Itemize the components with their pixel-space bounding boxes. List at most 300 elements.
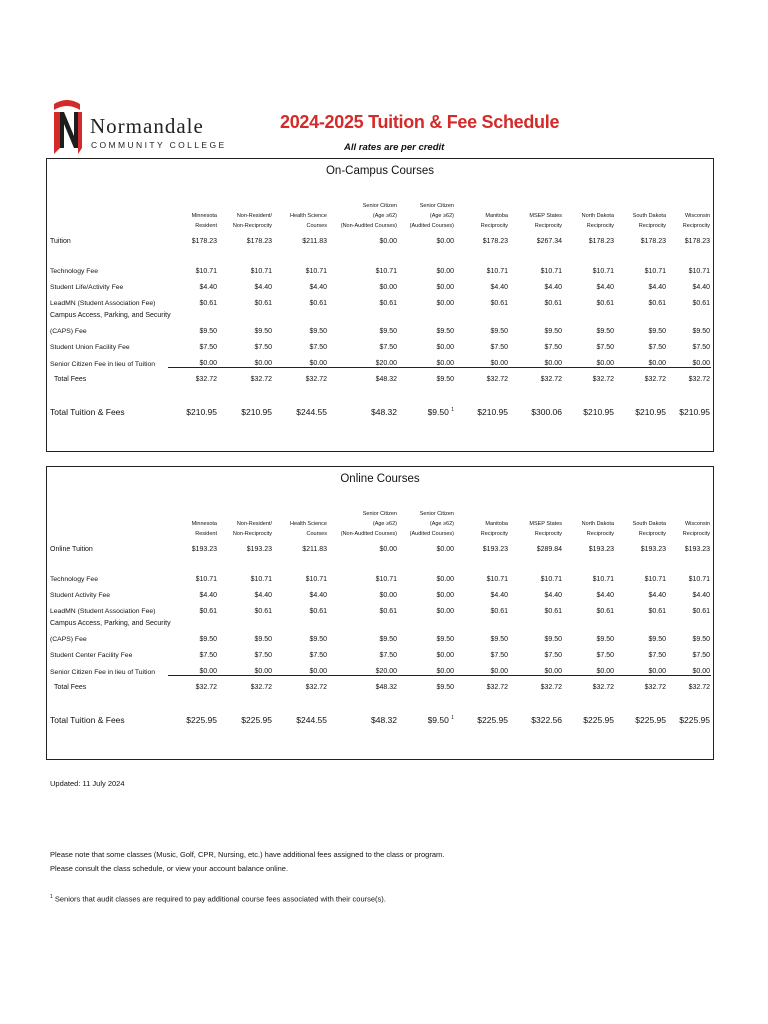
fee-value: $9.50 (254, 328, 272, 335)
fee-value: $0.00 (436, 238, 454, 245)
fee-value: $267.34 (536, 238, 562, 245)
fee-row (50, 599, 711, 615)
column-header-line: Non-Resident/ (236, 213, 272, 219)
fee-value: $178.23 (684, 238, 710, 245)
fee-value: $0.61 (199, 608, 217, 615)
fee-value: $9.50 (490, 328, 508, 335)
fee-value: $7.50 (309, 652, 327, 659)
fee-value: $0.00 (199, 360, 217, 367)
column-header (168, 201, 218, 231)
fee-value: $32.72 (218, 368, 273, 384)
fee-value: $7.50 (309, 344, 327, 351)
fee-value-text: $225.95 (679, 715, 710, 725)
fee-value: $7.50 (254, 344, 272, 351)
fee-value: $0.61 (309, 300, 327, 307)
fee-value-text: $210.95 (186, 407, 217, 417)
fee-value: $7.50 (490, 652, 508, 659)
fee-value: $0.00 (436, 668, 454, 675)
total-fees-row (50, 676, 711, 692)
fee-value (273, 403, 328, 417)
fee-value: $193.23 (684, 546, 710, 553)
row-label: Total Tuition & Fees (50, 715, 125, 725)
fee-value: $0.61 (490, 608, 508, 615)
fee-value: $211.83 (302, 238, 327, 245)
fee-value-text: $9.50 (427, 715, 449, 725)
fee-value: $9.50 (309, 636, 327, 643)
column-header-line: MSEP States (529, 213, 562, 219)
column-header-line: (Age ≥62) (429, 213, 454, 219)
fee-value: $289.84 (536, 546, 562, 553)
column-header-line: Senior Citizen (362, 511, 397, 517)
column-header-line: (Non-Audited Courses) (340, 531, 397, 537)
row-label: Total Fees (54, 684, 87, 691)
fee-value: $7.50 (490, 344, 508, 351)
fee-value: $7.50 (544, 344, 562, 351)
fee-row (50, 659, 711, 676)
fee-value: $0.00 (436, 268, 454, 275)
fee-value: $7.50 (544, 652, 562, 659)
fee-value (218, 403, 273, 417)
fee-value: $4.40 (490, 592, 508, 599)
fee-value-text: $322.56 (531, 715, 562, 725)
column-header (455, 509, 509, 539)
column-header-line: Reciprocity (586, 223, 614, 229)
fee-value: $0.61 (379, 300, 397, 307)
fee-value (398, 711, 455, 725)
fee-value: $32.72 (509, 676, 563, 692)
fee-row (50, 627, 711, 643)
row-label: Senior Citizen Fee in lieu of Tuition (50, 668, 156, 676)
fee-value: $7.50 (379, 652, 397, 659)
fee-value: $20.00 (375, 668, 397, 675)
column-header-line: Manitoba (485, 521, 508, 527)
fee-value: $7.50 (596, 652, 614, 659)
row-label: Student Activity Fee (50, 592, 111, 599)
fee-value: $0.00 (309, 360, 327, 367)
column-header (455, 201, 509, 231)
column-header (509, 201, 563, 231)
fee-value (509, 711, 563, 725)
fee-value: $0.00 (544, 360, 562, 367)
fee-value: $32.72 (218, 676, 273, 692)
fee-value: $9.50 (379, 636, 397, 643)
column-header-line: Reciprocity (682, 531, 710, 537)
footnote-mark: 1 (451, 407, 454, 414)
fee-value (615, 711, 667, 725)
fee-row (50, 335, 711, 351)
row-label: Campus Access, Parking, and Security (50, 620, 171, 627)
fee-row-label-line (50, 307, 711, 319)
column-header-line: South Dakota (632, 521, 666, 527)
column-header-line: Resident (195, 223, 217, 229)
column-header-line: Minnesota (191, 213, 217, 219)
column-header (328, 201, 398, 231)
fee-value: $0.00 (254, 668, 272, 675)
fee-value: $10.71 (305, 268, 327, 275)
row-label: Senior Citizen Fee in lieu of Tuition (50, 360, 156, 368)
fee-value: $0.00 (254, 360, 272, 367)
fee-value: $4.40 (199, 284, 217, 291)
fee-value: $4.40 (309, 284, 327, 291)
fee-value: $9.50 (398, 676, 455, 692)
fee-value: $178.23 (482, 238, 508, 245)
fee-value: $0.61 (692, 300, 710, 307)
fee-value-text: $244.55 (296, 715, 327, 725)
fee-value: $9.50 (436, 328, 454, 335)
fee-value: $0.00 (436, 284, 454, 291)
fee-value: $4.40 (692, 284, 710, 291)
fee-value: $9.50 (596, 328, 614, 335)
column-header-line: (Age ≥62) (372, 213, 397, 219)
column-header (667, 201, 711, 231)
column-header-line: Courses (306, 223, 327, 229)
column-header (398, 509, 455, 539)
fee-value: $9.50 (648, 328, 666, 335)
column-header-line: South Dakota (632, 213, 666, 219)
fee-value: $193.23 (482, 546, 508, 553)
row-label: Technology Fee (50, 576, 98, 583)
fee-value-text: $225.95 (635, 715, 666, 725)
fee-value: $10.71 (644, 576, 666, 583)
fee-value-text: $300.06 (531, 407, 562, 417)
fee-value: $10.71 (195, 268, 217, 275)
fee-value-text: $210.95 (241, 407, 272, 417)
fee-value (615, 403, 667, 417)
fee-value: $4.40 (596, 592, 614, 599)
footnote-mark: 1 (451, 715, 454, 722)
column-header (398, 201, 455, 231)
fee-value: $7.50 (199, 652, 217, 659)
fee-value: $178.23 (246, 238, 272, 245)
fee-value (455, 711, 509, 725)
fee-value: $0.00 (436, 608, 454, 615)
fee-value: $32.72 (168, 368, 218, 384)
fee-value: $0.00 (436, 592, 454, 599)
fee-value: $0.00 (436, 652, 454, 659)
tuition-row (50, 231, 711, 245)
fee-value: $10.71 (592, 268, 614, 275)
fee-value: $4.40 (254, 592, 272, 599)
fee-value (273, 711, 328, 725)
fee-value-text: $48.32 (371, 715, 397, 725)
fee-value: $0.00 (379, 546, 397, 553)
footnote-text: Seniors that audit classes are required to pay additional course fees associated with their course(s). (54, 894, 386, 904)
footnote (50, 894, 386, 904)
fee-value: $0.00 (436, 300, 454, 307)
fee-value: $0.61 (199, 300, 217, 307)
fee-value: $9.50 (692, 636, 710, 643)
fee-value: $32.72 (563, 368, 615, 384)
fee-value-text: $9.50 (427, 407, 449, 417)
fee-value-text: $225.95 (583, 715, 614, 725)
row-label: Student Union Facility Fee (50, 344, 130, 351)
fee-value: $7.50 (199, 344, 217, 351)
column-header-line: Minnesota (191, 521, 217, 527)
column-header-row (50, 201, 711, 231)
column-header-line: Reciprocity (586, 531, 614, 537)
fee-value: $7.50 (692, 652, 710, 659)
fee-value: $178.23 (640, 238, 666, 245)
fee-value: $9.50 (648, 636, 666, 643)
fee-value: $193.23 (640, 546, 666, 553)
fee-value: $9.50 (436, 636, 454, 643)
column-header (218, 201, 273, 231)
column-header-line: Senior Citizen (419, 203, 454, 209)
fee-value: $0.00 (309, 668, 327, 675)
column-header-line: Reciprocity (480, 531, 508, 537)
column-header-line: Reciprocity (638, 531, 666, 537)
fee-value: $0.61 (490, 300, 508, 307)
document-subtitle: All rates are per credit (344, 142, 445, 153)
online-panel (46, 466, 714, 760)
column-header (328, 509, 398, 539)
fee-value-text: $225.95 (186, 715, 217, 725)
fee-value: $4.40 (648, 592, 666, 599)
updated-date: Updated: 11 July 2024 (50, 779, 125, 788)
note-line: Please note that some classes (Music, Golf, CPR, Nursing, etc.) have additional fees assigned to the class or program. (50, 850, 445, 859)
column-header (168, 509, 218, 539)
fee-value: $9.50 (544, 328, 562, 335)
row-label: (CAPS) Fee (50, 328, 87, 335)
fee-value: $9.50 (309, 328, 327, 335)
column-header (273, 201, 328, 231)
column-header-line: Wisconsin (684, 521, 710, 527)
fee-value: $0.00 (596, 668, 614, 675)
fee-value: $0.00 (379, 284, 397, 291)
row-label: Tuition (50, 238, 71, 245)
fee-row (50, 275, 711, 291)
fee-value: $193.23 (246, 546, 272, 553)
fee-value: $10.71 (644, 268, 666, 275)
column-header-line: (Audited Courses) (409, 531, 454, 537)
fee-value: $0.61 (254, 300, 272, 307)
column-header-line: (Age ≥62) (372, 521, 397, 527)
on-campus-fee-table (50, 201, 711, 417)
on-campus-panel (46, 158, 714, 452)
fee-value (667, 711, 711, 725)
fee-value: $0.00 (648, 668, 666, 675)
fee-value: $0.61 (544, 300, 562, 307)
fee-value: $32.72 (168, 676, 218, 692)
fee-value-text: $244.55 (296, 407, 327, 417)
fee-value: $10.71 (375, 576, 397, 583)
column-header (218, 509, 273, 539)
column-header-line: (Non-Audited Courses) (340, 223, 397, 229)
column-header-line: Non-Reciprocity (232, 223, 272, 229)
fee-value: $0.00 (436, 576, 454, 583)
column-header (509, 509, 563, 539)
fee-value (455, 403, 509, 417)
row-label: Online Tuition (50, 546, 93, 553)
fee-value: $0.00 (379, 238, 397, 245)
fee-value-text: $225.95 (241, 715, 272, 725)
fee-value: $193.23 (588, 546, 614, 553)
fee-value: $211.83 (302, 546, 327, 553)
fee-value: $7.50 (692, 344, 710, 351)
section-title: Online Courses (340, 473, 420, 485)
fee-value: $48.32 (328, 368, 398, 384)
fee-value: $0.00 (379, 592, 397, 599)
total-tuition-row (50, 403, 711, 417)
fee-value: $4.40 (309, 592, 327, 599)
fee-value: $10.71 (250, 268, 272, 275)
fee-value: $32.72 (667, 368, 711, 384)
fee-value: $9.50 (544, 636, 562, 643)
fee-value: $9.50 (254, 636, 272, 643)
fee-value-text: $210.95 (477, 407, 508, 417)
fee-value: $32.72 (667, 676, 711, 692)
fee-value: $7.50 (648, 652, 666, 659)
fee-value: $10.71 (486, 268, 508, 275)
fee-value (563, 403, 615, 417)
fee-value: $0.00 (436, 546, 454, 553)
fee-row (50, 319, 711, 335)
fee-value: $32.72 (615, 676, 667, 692)
college-logo (48, 96, 248, 158)
fee-value: $4.40 (544, 592, 562, 599)
fee-value: $0.61 (254, 608, 272, 615)
column-header (273, 509, 328, 539)
fee-value: $9.50 (379, 328, 397, 335)
row-label: Campus Access, Parking, and Security (50, 312, 171, 319)
fee-value: $10.71 (486, 576, 508, 583)
column-header-line: (Age ≥62) (429, 521, 454, 527)
column-header-line: Reciprocity (480, 223, 508, 229)
column-header (563, 509, 615, 539)
fee-value-text: $210.95 (679, 407, 710, 417)
fee-value: $7.50 (648, 344, 666, 351)
fee-value (398, 403, 455, 417)
fee-value-text: $210.95 (635, 407, 666, 417)
fee-value: $178.23 (191, 238, 217, 245)
column-header-line: Senior Citizen (419, 511, 454, 517)
fee-value: $0.00 (436, 360, 454, 367)
fee-value: $0.00 (199, 668, 217, 675)
fee-value: $10.71 (250, 576, 272, 583)
fee-value: $10.71 (540, 576, 562, 583)
column-header-row (50, 509, 711, 539)
row-label: Total Tuition & Fees (50, 407, 125, 417)
fee-value: $193.23 (191, 546, 217, 553)
fee-value: $0.61 (544, 608, 562, 615)
online-fee-table (50, 509, 711, 725)
fee-value (563, 711, 615, 725)
fee-value: $178.23 (588, 238, 614, 245)
college-logo-subtitle: COMMUNITY COLLEGE (91, 140, 227, 150)
column-header-line: MSEP States (529, 521, 562, 527)
college-logo-name: Normandale (90, 114, 204, 138)
fee-value: $0.61 (648, 300, 666, 307)
fee-value: $0.00 (490, 360, 508, 367)
fee-value: $0.00 (490, 668, 508, 675)
fee-value: $10.71 (540, 268, 562, 275)
fee-value (168, 711, 218, 725)
fee-value (667, 403, 711, 417)
footnote-mark: 1 (50, 894, 53, 900)
fee-value: $0.00 (544, 668, 562, 675)
fee-value: $4.40 (544, 284, 562, 291)
section-title: On-Campus Courses (325, 165, 434, 177)
note-line: Please consult the class schedule, or view your account balance online. (50, 864, 289, 873)
row-label: LeadMN (Student Association Fee) (50, 608, 156, 615)
fee-value (168, 403, 218, 417)
fee-value: $9.50 (490, 636, 508, 643)
fee-value (328, 711, 398, 725)
column-header-line: Reciprocity (534, 223, 562, 229)
fee-value: $9.50 (596, 636, 614, 643)
column-header-line: Manitoba (485, 213, 508, 219)
fee-value: $4.40 (648, 284, 666, 291)
fee-value: $0.61 (648, 608, 666, 615)
column-header (615, 509, 667, 539)
fee-value: $0.00 (692, 668, 710, 675)
fee-value: $9.50 (199, 328, 217, 335)
fee-value (509, 403, 563, 417)
fee-value: $32.72 (273, 676, 328, 692)
row-label: LeadMN (Student Association Fee) (50, 300, 156, 307)
fee-value: $32.72 (455, 676, 509, 692)
column-header (667, 509, 711, 539)
fee-value: $10.71 (592, 576, 614, 583)
fee-value: $10.71 (688, 268, 710, 275)
fee-value: $4.40 (254, 284, 272, 291)
fee-value: $0.00 (436, 344, 454, 351)
fee-value (218, 711, 273, 725)
column-header-line: Senior Citizen (362, 203, 397, 209)
fee-value: $4.40 (692, 592, 710, 599)
fee-value: $7.50 (379, 344, 397, 351)
column-header-line: North Dakota (581, 521, 614, 527)
fee-row (50, 643, 711, 659)
fee-value-text: $225.95 (477, 715, 508, 725)
fee-row (50, 583, 711, 599)
fee-value: $20.00 (375, 360, 397, 367)
column-header-line: Reciprocity (682, 223, 710, 229)
fee-value: $4.40 (199, 592, 217, 599)
fee-row (50, 351, 711, 368)
fee-value: $9.50 (692, 328, 710, 335)
column-header-line: (Audited Courses) (409, 223, 454, 229)
fee-value: $32.72 (563, 676, 615, 692)
fee-value: $32.72 (509, 368, 563, 384)
fee-value: $4.40 (490, 284, 508, 291)
total-tuition-row (50, 711, 711, 725)
row-label: Technology Fee (50, 268, 98, 275)
fee-value: $32.72 (615, 368, 667, 384)
fee-row (50, 567, 711, 583)
fee-value: $10.71 (375, 268, 397, 275)
fee-value (328, 403, 398, 417)
fee-value: $0.61 (596, 300, 614, 307)
document-title: 2024-2025 Tuition & Fee Schedule (280, 112, 560, 132)
row-label: Student Life/Activity Fee (50, 284, 124, 291)
fee-value: $4.40 (596, 284, 614, 291)
row-label: Total Fees (54, 376, 87, 383)
fee-value: $10.71 (305, 576, 327, 583)
column-header-line: Non-Reciprocity (232, 531, 272, 537)
page-header (48, 96, 720, 158)
fee-value: $32.72 (455, 368, 509, 384)
fee-value: $0.00 (596, 360, 614, 367)
fee-row-label-line (50, 615, 711, 627)
fee-value: $0.61 (596, 608, 614, 615)
row-label: (CAPS) Fee (50, 636, 87, 643)
column-header (563, 201, 615, 231)
fee-value: $0.61 (309, 608, 327, 615)
column-header-line: Health Science (290, 521, 327, 527)
column-header-line: North Dakota (581, 213, 614, 219)
column-header-line: Courses (306, 531, 327, 537)
